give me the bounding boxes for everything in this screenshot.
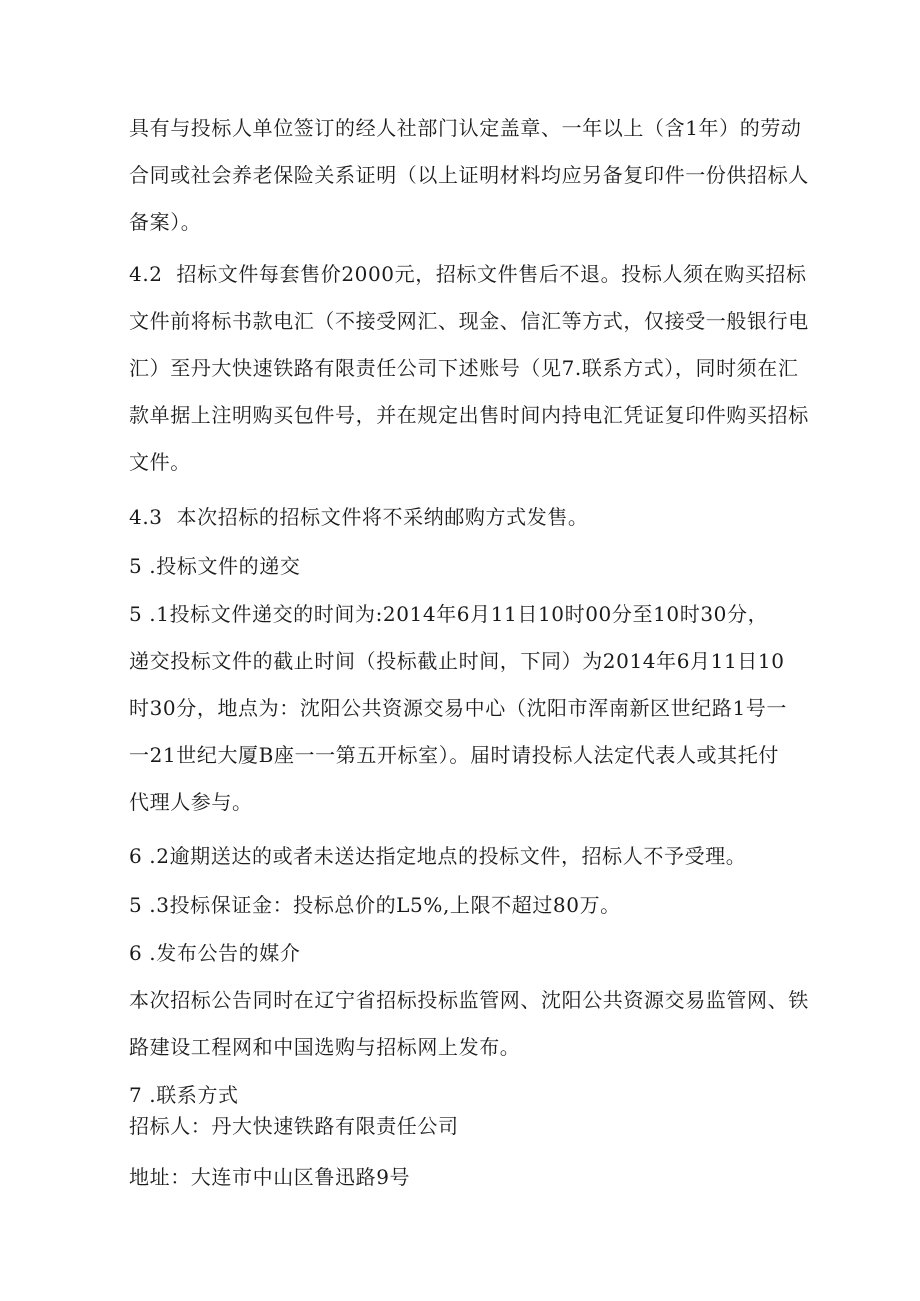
text-line: 路建设工程网和中国选购与招标网上发布。 xyxy=(129,1035,521,1059)
text-line: 备案）。 xyxy=(129,210,202,234)
section-4-3: 4.3 本次招标的招标文件将不采纳邮购方式发售。 xyxy=(129,505,589,529)
tenderer-line: 招标人：丹大快速铁路有限责任公司 xyxy=(129,1114,459,1138)
text-line: 本次招标公告同时在辽宁省招标投标监管网、沈阳公共资源交易监管网、铁 xyxy=(129,988,809,1012)
text-line: 具有与投标人单位签订的经人社部门认定盖章、一年以上（含1年）的劳动 xyxy=(129,116,802,140)
section-heading-5: 5 .投标文件的递交 xyxy=(129,554,301,578)
text-line: 文件。 xyxy=(129,450,191,474)
text-line: 汇）至丹大快速铁路有限责任公司下述账号（见7.联系方式），同时须在汇 xyxy=(129,356,799,380)
section-4-2: 4.2 招标文件每套售价2000元，招标文件售后不退。投标人须在购买招标 xyxy=(129,262,807,286)
text-line: 款单据上注明购买包件号，并在规定出售时间内持电汇凭证复印件购买招标 xyxy=(129,403,809,427)
text-line: 代理人参与。 xyxy=(129,790,253,814)
text-line: 递交投标文件的截止时间（投标截止时间，下同）为2014年6月11日10 xyxy=(129,649,785,673)
section-6-2: 6 .2逾期送达的或者未送达指定地点的投标文件，招标人不予受理。 xyxy=(129,844,747,868)
section-5-3: 5 .3投标保证金：投标总价的L5%,上限不超过80万。 xyxy=(129,893,621,917)
text-line: 文件前将标书款电汇（不接受网汇、现金、信汇等方式，仅接受一般银行电 xyxy=(129,309,809,333)
section-heading-7: 7 .联系方式 xyxy=(129,1083,239,1107)
address-line: 地址：大连市中山区鲁迅路9号 xyxy=(129,1165,411,1189)
section-heading-6: 6 .发布公告的媒介 xyxy=(129,941,301,965)
text-line: 时30分，地点为：沈阳公共资源交易中心（沈阳市浑南新区世纪路1号一 xyxy=(129,696,787,720)
text-line: 合同或社会养老保险关系证明（以上证明材料均应另备复印件一份供招标人 xyxy=(129,163,809,187)
section-5-1: 5 .1投标文件递交的时间为:2014年6月11日10时00分至10时30分， xyxy=(129,602,769,626)
text-line: 一21世纪大厦B座一一第五开标室）。届时请投标人法定代表人或其托付 xyxy=(129,743,779,767)
